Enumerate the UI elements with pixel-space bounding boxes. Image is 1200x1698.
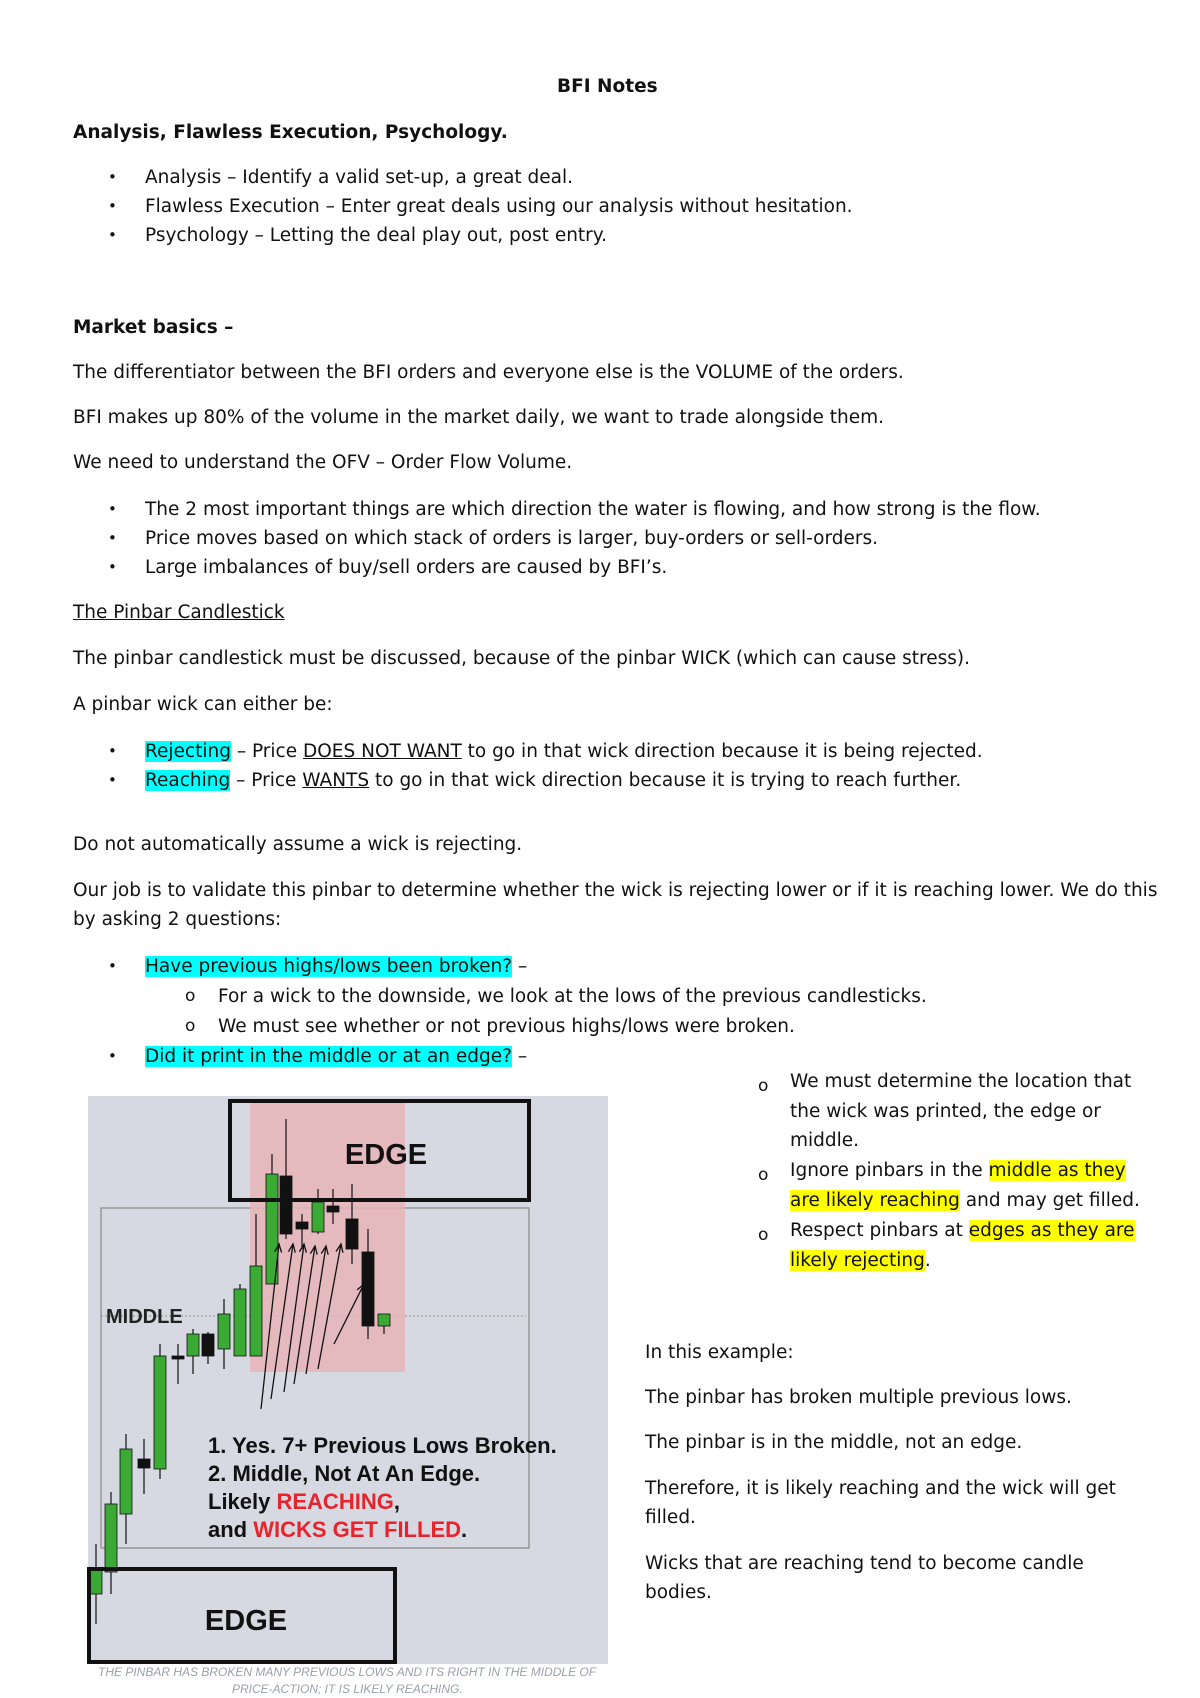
list-item: Large imbalances of buy/sell orders are caused by BFI’s. <box>145 557 668 578</box>
list-item <box>145 952 527 981</box>
list-item: Analysis – Identify a valid set-up, a great deal. <box>145 167 574 188</box>
list-item-line: middle. <box>790 1130 860 1151</box>
candle-body <box>378 1314 390 1326</box>
candle-body <box>234 1289 246 1356</box>
text: Ignore pinbars in the <box>790 1160 989 1181</box>
underlined-text: WANTS <box>302 770 370 791</box>
list-item-line: the wick was printed, the edge or <box>790 1101 1101 1122</box>
bullet: • <box>108 558 117 576</box>
paragraph: The pinbar candlestick must be discussed, because of the pinbar WICK (which can cause stress). <box>73 648 971 669</box>
figure-caption-line-2: PRICE-ACTION; IT IS LIKELY REACHING. <box>232 1682 463 1696</box>
paragraph: Our job is to validate this pinbar to determine whether the wick is rejecting lower or if it is reaching lower. We do this <box>73 880 1158 901</box>
middle-label: MIDDLE <box>106 1306 183 1328</box>
red-text: WICKS GET FILLED <box>253 1517 461 1542</box>
text: to go in that wick direction because it is being rejected. <box>461 741 983 762</box>
paragraph: The pinbar has broken multiple previous lows. <box>645 1387 1072 1408</box>
candle-body <box>346 1219 358 1249</box>
list-item: Flawless Execution – Enter great deals using our analysis without hesitation. <box>145 196 853 217</box>
highlight: Did it print in the middle or at an edge? <box>145 1046 512 1067</box>
figure-caption-line-1: THE PINBAR HAS BROKEN MANY PREVIOUS LOWS AND ITS RIGHT IN THE MIDDLE OF <box>98 1665 597 1679</box>
candle-body <box>120 1449 132 1514</box>
sub-bullet: o <box>185 986 196 1006</box>
list-item-line <box>790 1156 1126 1185</box>
text: and may get filled. <box>959 1190 1140 1211</box>
highlight: Reaching <box>145 770 231 791</box>
highlight: are likely reaching <box>790 1190 960 1211</box>
sub-bullet: o <box>185 1016 196 1036</box>
edge-bottom-label: EDGE <box>204 1605 288 1637</box>
list-item-line <box>790 1216 1135 1245</box>
highlight: edges as they are <box>968 1220 1135 1241</box>
paragraph: Therefore, it is likely reaching and the wick will get <box>645 1478 1116 1499</box>
bullet: • <box>108 529 117 547</box>
paragraph: A pinbar wick can either be: <box>73 694 333 715</box>
candle-body <box>250 1266 262 1356</box>
text: – Price <box>230 770 303 791</box>
paragraph: We need to understand the OFV – Order Flow Volume. <box>73 452 573 473</box>
paragraph: bodies. <box>645 1582 712 1603</box>
candle-body <box>312 1202 324 1232</box>
annotation-line-1: 1. Yes. 7+ Previous Lows Broken. <box>208 1433 557 1458</box>
text: to go in that wick direction because it is trying to reach further. <box>369 770 962 791</box>
sub-bullet: o <box>758 1165 769 1185</box>
annotation-line-4 <box>208 1517 467 1542</box>
red-text: REACHING <box>276 1489 394 1514</box>
highlight: likely rejecting <box>790 1250 925 1271</box>
list-item: We must see whether or not previous highs/lows were broken. <box>218 1016 795 1037</box>
text: Likely <box>208 1489 277 1514</box>
bullet: • <box>108 500 117 518</box>
bullet: • <box>108 226 117 244</box>
bullet: • <box>108 168 117 186</box>
bullet: • <box>108 771 117 789</box>
text: – <box>511 1046 528 1067</box>
annotation-line-2: 2. Middle, Not At An Edge. <box>208 1461 481 1486</box>
paragraph: The pinbar is in the middle, not an edge. <box>645 1432 1023 1453</box>
candle-body <box>154 1356 166 1469</box>
bullet: • <box>108 742 117 760</box>
list-item <box>145 737 983 766</box>
candle-body <box>90 1568 102 1594</box>
candle-body <box>105 1504 117 1572</box>
sub-bullet: o <box>758 1076 769 1096</box>
highlight: middle as they <box>988 1160 1126 1181</box>
list-item: For a wick to the downside, we look at the lows of the previous candlesticks. <box>218 986 927 1007</box>
text: . <box>461 1517 468 1542</box>
paragraph: BFI makes up 80% of the volume in the market daily, we want to trade alongside them. <box>73 407 884 428</box>
section-heading: The Pinbar Candlestick <box>73 602 285 623</box>
candle-body <box>187 1334 199 1356</box>
doc-title: BFI Notes <box>557 76 658 97</box>
list-item-line: We must determine the location that <box>790 1071 1132 1092</box>
section-heading: Market basics – <box>73 317 234 338</box>
candle-body <box>172 1356 184 1359</box>
candle-body <box>327 1206 339 1212</box>
text: Respect pinbars at <box>790 1220 969 1241</box>
list-item <box>145 1042 527 1071</box>
paragraph: by asking 2 questions: <box>73 909 282 930</box>
candle-body <box>296 1222 308 1229</box>
list-item: Psychology – Letting the deal play out, post entry. <box>145 225 607 246</box>
paragraph: In this example: <box>645 1342 794 1363</box>
list-item: The 2 most important things are which direction the water is flowing, and how strong is the flow. <box>145 499 1041 520</box>
highlight: Rejecting <box>145 741 231 762</box>
bullet: • <box>108 957 117 975</box>
text: – <box>512 956 528 977</box>
underlined-text: DOES NOT WANT <box>303 741 462 762</box>
bullet: • <box>108 197 117 215</box>
paragraph: Wicks that are reaching tend to become candle <box>645 1553 1084 1574</box>
text: – Price <box>230 741 303 762</box>
list-item-line <box>790 1186 1140 1215</box>
paragraph: Do not automatically assume a wick is rejecting. <box>73 834 523 855</box>
list-item: Price moves based on which stack of orders is larger, buy-orders or sell-orders. <box>145 528 879 549</box>
list-item <box>145 766 961 795</box>
highlight: Have previous highs/lows been broken? <box>145 956 513 977</box>
bullet: • <box>108 1047 117 1065</box>
candle-body <box>280 1176 292 1234</box>
pinbar-chart-figure <box>86 1094 610 1664</box>
candle-body <box>202 1334 214 1356</box>
doc-subtitle: Analysis, Flawless Execution, Psychology. <box>73 122 508 143</box>
text: and <box>208 1517 254 1542</box>
edge-top-label: EDGE <box>344 1139 428 1171</box>
text: , <box>393 1489 400 1514</box>
annotation-line-3 <box>208 1489 400 1514</box>
list-item-line <box>790 1246 931 1275</box>
paragraph: filled. <box>645 1507 696 1528</box>
text: . <box>924 1250 931 1271</box>
paragraph: The differentiator between the BFI orders and everyone else is the VOLUME of the orders. <box>73 362 904 383</box>
candle-body <box>138 1459 150 1468</box>
sub-bullet: o <box>758 1225 769 1245</box>
candle-body <box>218 1314 230 1349</box>
